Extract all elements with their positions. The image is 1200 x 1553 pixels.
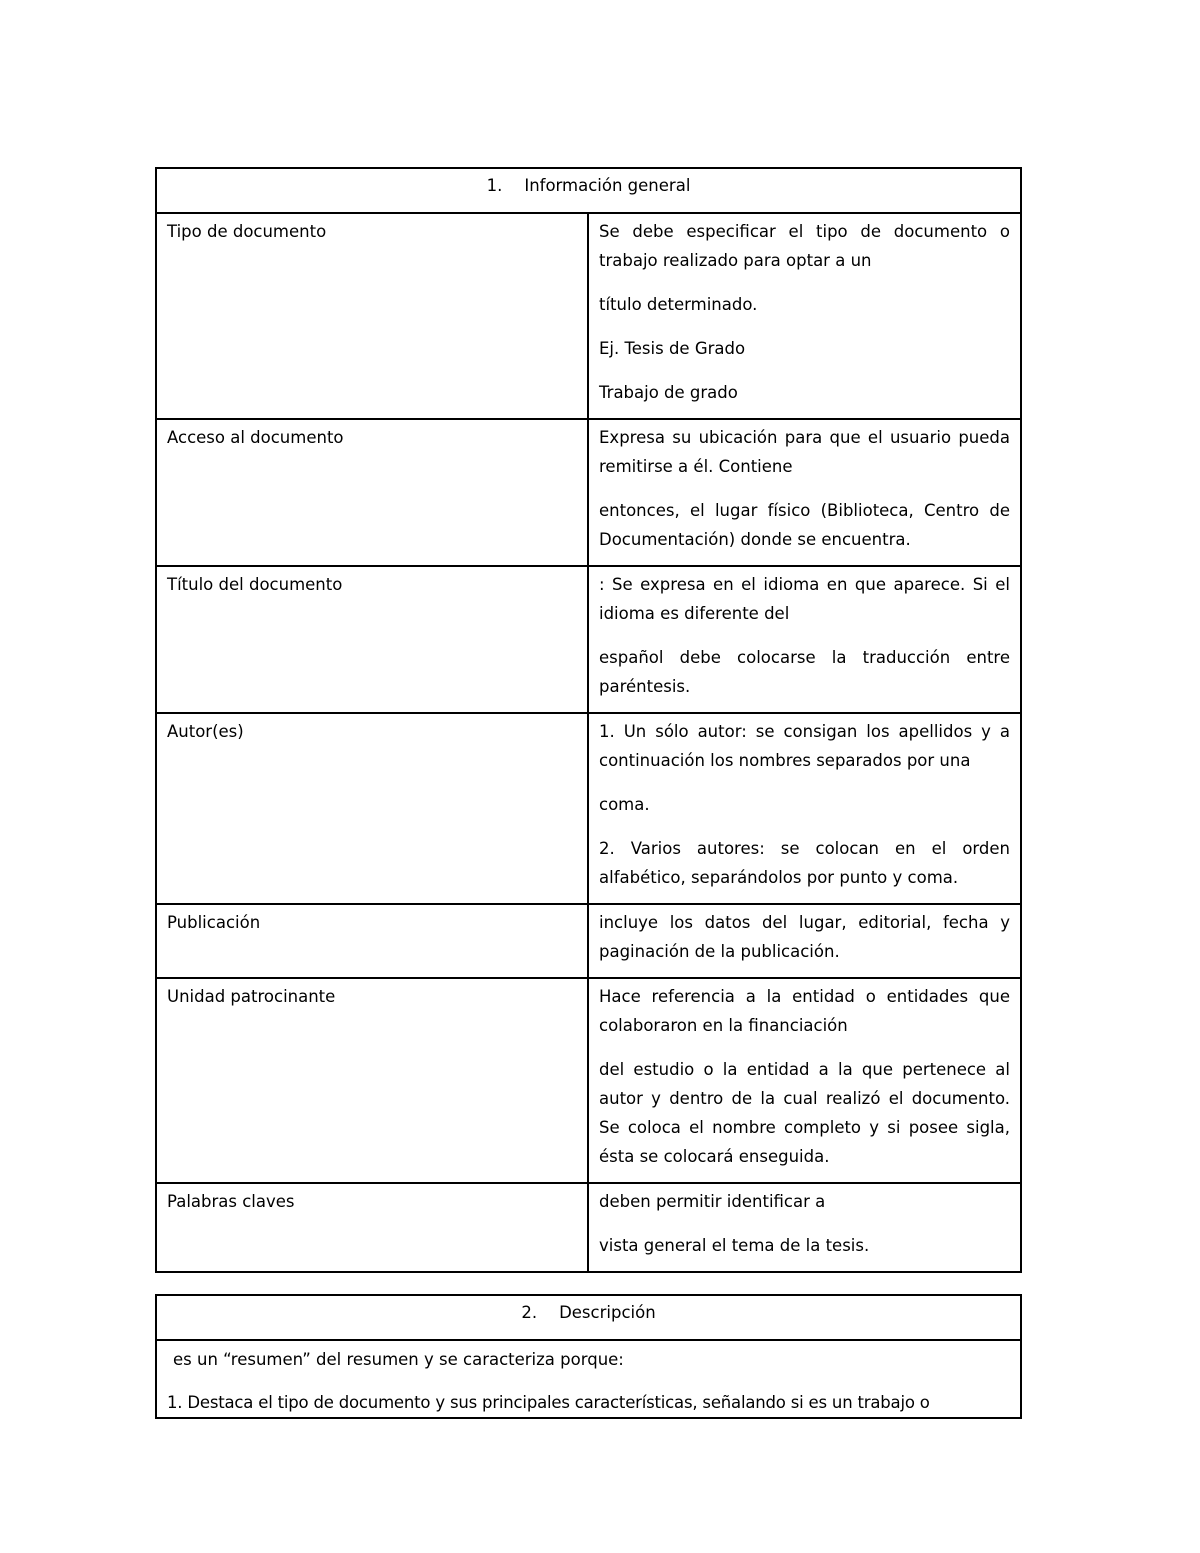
table-row	[156, 904, 1021, 978]
description-paragraph: del estudio o la entidad a la que pertenece al autor y dentro de la cual realizó el documento. Se coloca el nombre completo y si posee sigla, ésta se colocará enseguida.	[599, 1060, 1010, 1166]
table-row	[156, 213, 1021, 419]
description-paragraph: vista general el tema de la tesis.	[599, 1236, 870, 1255]
row-description	[588, 904, 1021, 978]
list-item: 1. Destaca el tipo de documento y sus principales características, señalando si es un trabajo o	[167, 1393, 930, 1412]
table-row	[156, 1183, 1021, 1272]
description-paragraph: coma.	[599, 795, 650, 814]
intro-paragraph: es un “resumen” del resumen y se caracteriza porque:	[173, 1350, 624, 1369]
row-description	[588, 978, 1021, 1183]
description-table	[155, 1294, 1022, 1419]
table-row	[156, 419, 1021, 566]
description-paragraph: 1. Un sólo autor: se consigan los apellidos y a continuación los nombres separados por una	[599, 722, 1010, 770]
section-number: 2.	[521, 1303, 538, 1322]
description-paragraph: 2. Varios autores: se colocan en el orden alfabético, separándolos por punto y coma.	[599, 839, 1010, 887]
row-label: Unidad patrocinante	[156, 978, 588, 1183]
row-label: Título del documento	[156, 566, 588, 713]
row-description	[588, 566, 1021, 713]
table-row	[156, 713, 1021, 904]
description-paragraph: español debe colocarse la traducción entre paréntesis.	[599, 648, 1010, 696]
row-label: Acceso al documento	[156, 419, 588, 566]
description-paragraph: Hace referencia a la entidad o entidades que colaboraron en la financiación	[599, 987, 1010, 1035]
description-paragraph: deben permitir identificar a	[599, 1192, 826, 1211]
description-paragraph: entonces, el lugar físico (Biblioteca, Centro de Documentación) donde se encuentra.	[599, 501, 1010, 549]
row-description	[588, 1183, 1021, 1272]
row-label: Tipo de documento	[156, 213, 588, 419]
description-paragraph: : Se expresa en el idioma en que aparece. Si el idioma es diferente del	[599, 575, 1010, 623]
table-row	[156, 978, 1021, 1183]
description-paragraph: Trabajo de grado	[599, 383, 738, 402]
description-body	[156, 1340, 1021, 1418]
general-info-table	[155, 167, 1022, 1273]
section-heading	[156, 168, 1021, 213]
row-description	[588, 213, 1021, 419]
table-row	[156, 1340, 1021, 1418]
description-paragraph: título determinado.	[599, 295, 758, 314]
table-header-row	[156, 168, 1021, 213]
row-description	[588, 713, 1021, 904]
row-label: Publicación	[156, 904, 588, 978]
section-title: Información general	[524, 176, 691, 195]
table-row	[156, 566, 1021, 713]
section-heading	[156, 1295, 1021, 1340]
description-paragraph: Ej. Tesis de Grado	[599, 339, 746, 358]
description-paragraph: Se debe especificar el tipo de documento o trabajo realizado para optar a un	[599, 222, 1010, 270]
section-number: 1.	[486, 176, 503, 195]
description-paragraph: Expresa su ubicación para que el usuario pueda remitirse a él. Contiene	[599, 428, 1010, 476]
row-label: Palabras claves	[156, 1183, 588, 1272]
row-label: Autor(es)	[156, 713, 588, 904]
row-description	[588, 419, 1021, 566]
section-title: Descripción	[559, 1303, 656, 1322]
table-header-row	[156, 1295, 1021, 1340]
description-paragraph: incluye los datos del lugar, editorial, fecha y paginación de la publicación.	[599, 913, 1010, 961]
